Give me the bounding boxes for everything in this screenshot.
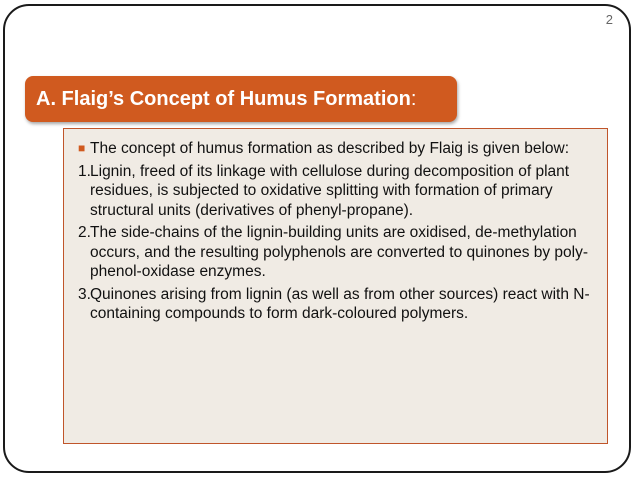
list-item-text: Lignin, freed of its linkage with cellulose during decomposition of plant residues, is subjected to oxidative splitting with formation of primary structural units (derivatives of phenyl-propane). <box>90 162 570 219</box>
content-box <box>63 128 608 444</box>
slide-number: 2 <box>605 12 613 27</box>
slide-title-colon: : <box>410 87 417 110</box>
list-item-text: The side-chains of the lignin-building units are oxidised, de-methylation occurs, and the resulting polyphenols are converted to quinones by poly-phenol-oxidase enzymes. <box>90 224 589 280</box>
title-bar <box>25 76 457 122</box>
intro-text: The concept of humus formation as described by Flaig is given below: <box>90 140 570 157</box>
intro-bullet <box>76 139 596 159</box>
list-item-text: Quinones arising from lignin (as well as from other sources) react with N-containing compounds to form dark-coloured polymers. <box>90 285 590 322</box>
list-item-number: 2. <box>78 224 91 241</box>
content-body <box>76 139 596 327</box>
list-item <box>76 285 596 324</box>
list-item <box>76 223 596 282</box>
list-item <box>76 162 596 221</box>
slide-title <box>36 88 416 111</box>
slide-title-text: A. Flaig’s Concept of Humus Formation <box>36 87 411 110</box>
list-item-number: 3. <box>78 285 91 303</box>
list-item-number: 1. <box>78 162 91 180</box>
bullet-square-icon: ■ <box>78 141 86 155</box>
